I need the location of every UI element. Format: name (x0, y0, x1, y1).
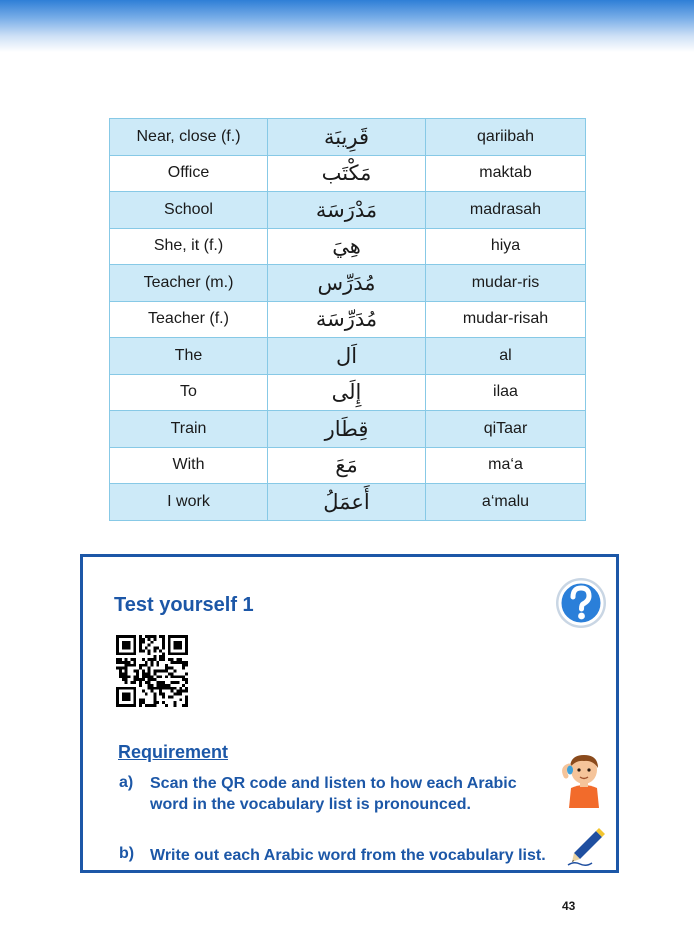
table-row (110, 228, 586, 265)
page-number: 43 (562, 899, 576, 913)
requirement-heading: Requirement (118, 742, 229, 762)
arabic-cell: مُدَرِّسَة (268, 301, 426, 338)
transliteration-cell: madrasah (426, 192, 586, 229)
table-row (110, 447, 586, 484)
item-b-letter: b) (119, 845, 135, 862)
test-title: Test yourself 1 (114, 594, 254, 616)
transliteration-cell: ma‘a (426, 447, 586, 484)
item-a-text: Scan the QR code and listen to how each Arabic word in the vocabulary list is pronounced. (150, 775, 517, 813)
question-mark-icon (555, 577, 607, 629)
transliteration-cell: a‘malu (426, 484, 586, 521)
arabic-cell: إِلَى (268, 374, 426, 411)
pen-writing-icon (566, 827, 606, 867)
table-row (110, 265, 586, 302)
boy-listening-icon (559, 750, 609, 808)
transliteration-cell: mudar-risah (426, 301, 586, 338)
english-cell: Teacher (m.) (110, 265, 268, 302)
transliteration-cell: qariibah (426, 119, 586, 156)
arabic-cell: أَعمَلُ (268, 484, 426, 521)
arabic-cell: مَدْرَسَة (268, 192, 426, 229)
english-cell: She, it (f.) (110, 228, 268, 265)
english-cell: Office (110, 155, 268, 192)
transliteration-cell: maktab (426, 155, 586, 192)
table-row (110, 301, 586, 338)
header-band (0, 0, 694, 52)
table-row (110, 338, 586, 375)
english-cell: To (110, 374, 268, 411)
english-cell: School (110, 192, 268, 229)
english-cell: Teacher (f.) (110, 301, 268, 338)
arabic-cell: هِيَ (268, 228, 426, 265)
arabic-cell: اَل (268, 338, 426, 375)
arabic-cell: قِطَار (268, 411, 426, 448)
english-cell: I work (110, 484, 268, 521)
english-cell: The (110, 338, 268, 375)
vocabulary-table (109, 118, 586, 521)
english-cell: Near, close (f.) (110, 119, 268, 156)
table-row (110, 484, 586, 521)
table-row (110, 192, 586, 229)
arabic-cell: مَكْتَب (268, 155, 426, 192)
transliteration-cell: al (426, 338, 586, 375)
english-cell: Train (110, 411, 268, 448)
transliteration-cell: mudar-ris (426, 265, 586, 302)
qr-code[interactable] (116, 635, 188, 707)
item-b-text: Write out each Arabic word from the vocabulary list. (150, 847, 546, 864)
table-row (110, 374, 586, 411)
table-row (110, 155, 586, 192)
transliteration-cell: ilaa (426, 374, 586, 411)
transliteration-cell: hiya (426, 228, 586, 265)
arabic-cell: قَرِيبَة (268, 119, 426, 156)
english-cell: With (110, 447, 268, 484)
arabic-cell: مُدَرِّس (268, 265, 426, 302)
arabic-cell: مَعَ (268, 447, 426, 484)
transliteration-cell: qiTaar (426, 411, 586, 448)
table-row (110, 411, 586, 448)
test-yourself-box (80, 554, 619, 873)
table-row (110, 119, 586, 156)
item-a-letter: a) (119, 774, 134, 791)
